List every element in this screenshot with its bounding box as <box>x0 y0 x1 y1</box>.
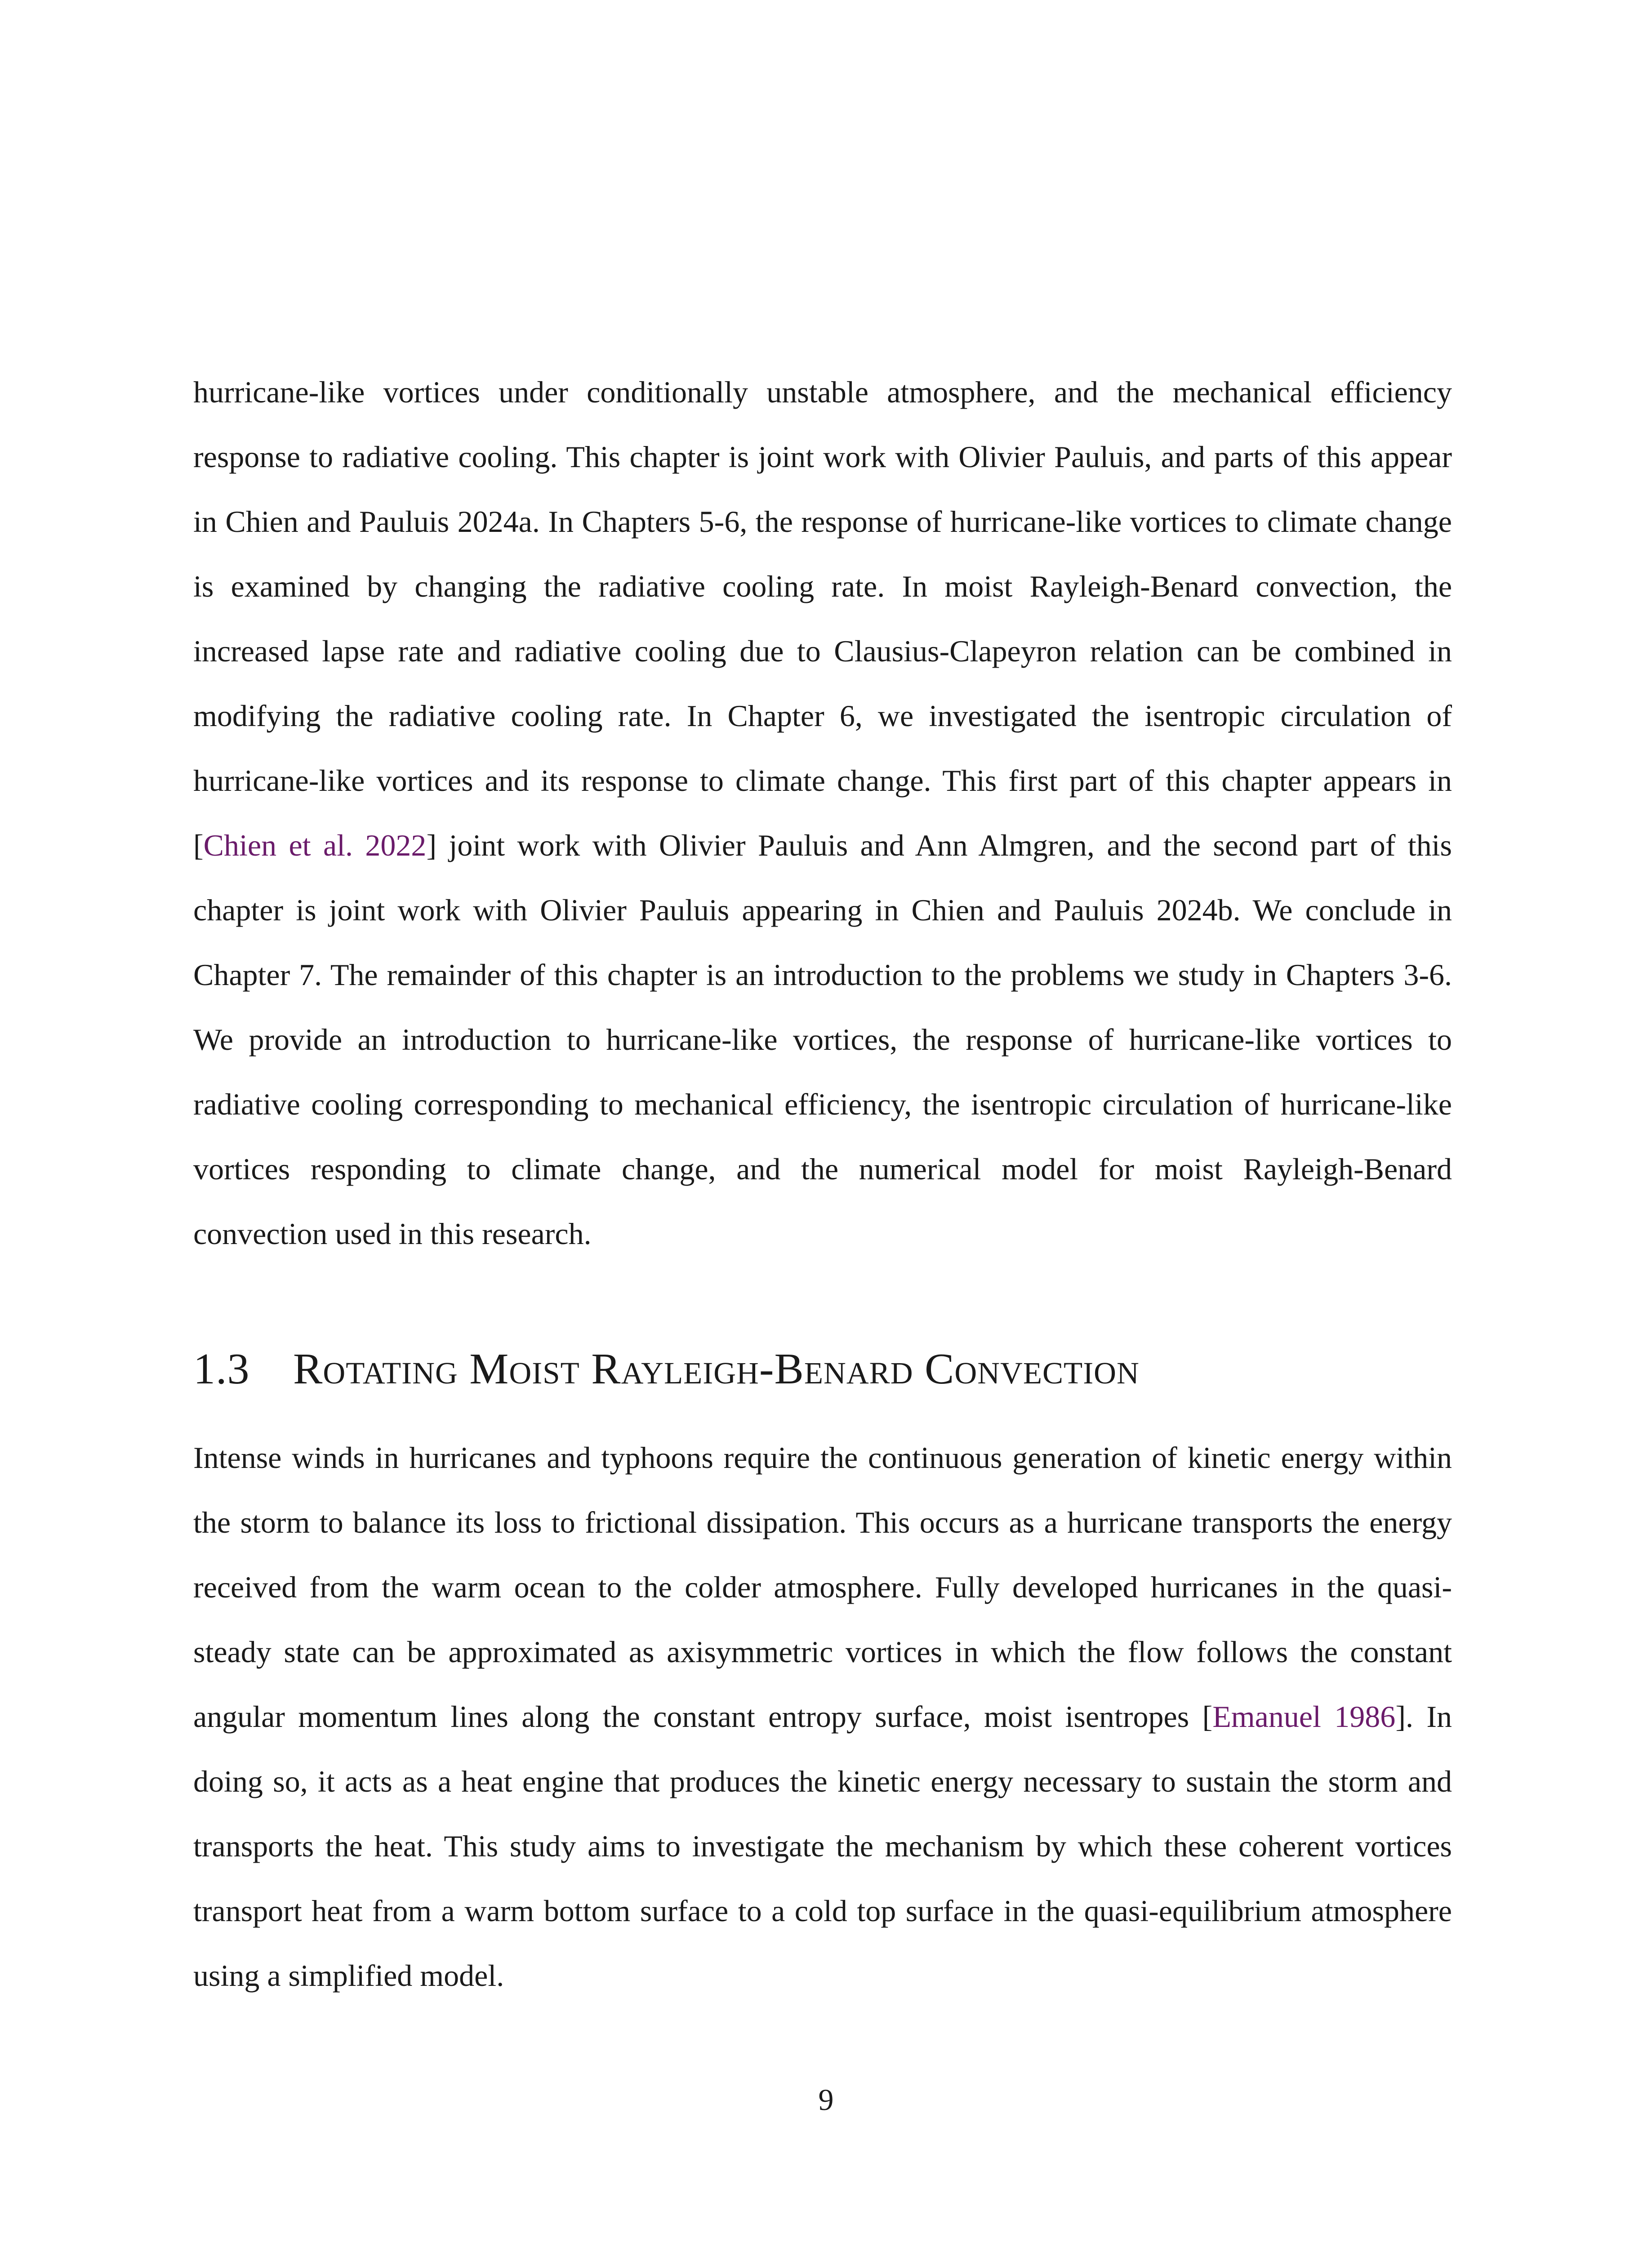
paragraph-text: Intense winds in hurricanes and typhoons require the continuous generation of kinetic energy within the storm to balance its loss to frictional dissipation. This occurs as a hurricane transports the energy received from the warm ocean to the colder atmosphere. Fully developed hurricanes in the quasi-steady state can be approximated as axisymmetric vortices in which the flow follows the constant angular momentum lines along the constant entropy surface, moist isentropes [ <box>193 1441 1452 1734</box>
section-heading <box>193 1340 1452 1398</box>
body-paragraph-2 <box>193 1425 1452 2008</box>
paragraph-text: hurricane-like vortices under conditionally unstable atmosphere, and the mechanical efficiency response to radiative cooling. This chapter is joint work with Olivier Pauluis, and parts of this appear in Chien and Pauluis 2024a. In Chapters 5-6, the response of hurricane-like vortices to climate change is examined by changing the radiative cooling rate. In moist Rayleigh-Benard convection, the increased lapse rate and radiative cooling due to Clausius-Clapeyron relation can be combined in modifying the radiative cooling rate. In Chapter 6, we investigated the isentropic circulation of hurricane-like vortices and its response to climate change. This first part of this chapter appears in [ <box>193 375 1452 862</box>
paragraph-text: ]. In doing so, it acts as a heat engine that produces the kinetic energy necessary to sustain the storm and transports the heat. This study aims to investigate the mechanism by which these coherent vortices transport heat from a warm bottom surface to a cold top surface in the quasi-equilibrium atmosphere using a simplified model. <box>193 1699 1452 1993</box>
body-paragraph-1 <box>193 360 1452 1266</box>
section-number: 1.3 <box>193 1345 250 1393</box>
page-number: 9 <box>818 2083 834 2117</box>
citation-link[interactable]: Emanuel 1986 <box>1212 1699 1396 1734</box>
paragraph-text: ] joint work with Olivier Pauluis and Ann Almgren, and the second part of this chapter is joint work with Olivier Pauluis appearing in Chien and Pauluis 2024b. We conclude in Chapter 7. The remainder of this chapter is an introduction to the problems we study in Chapters 3-6. We provide an introduction to hurricane-like vortices, the response of hurricane-like vortices to radiative cooling corresponding to mechanical efficiency, the isentropic circulation of hurricane-like vortices responding to climate change, and the numerical model for moist Rayleigh-Benard convection used in this research. <box>193 828 1452 1251</box>
citation-link[interactable]: Chien et al. 2022 <box>203 828 427 862</box>
section-title: Rotating Moist Rayleigh-Benard Convection <box>293 1345 1140 1393</box>
